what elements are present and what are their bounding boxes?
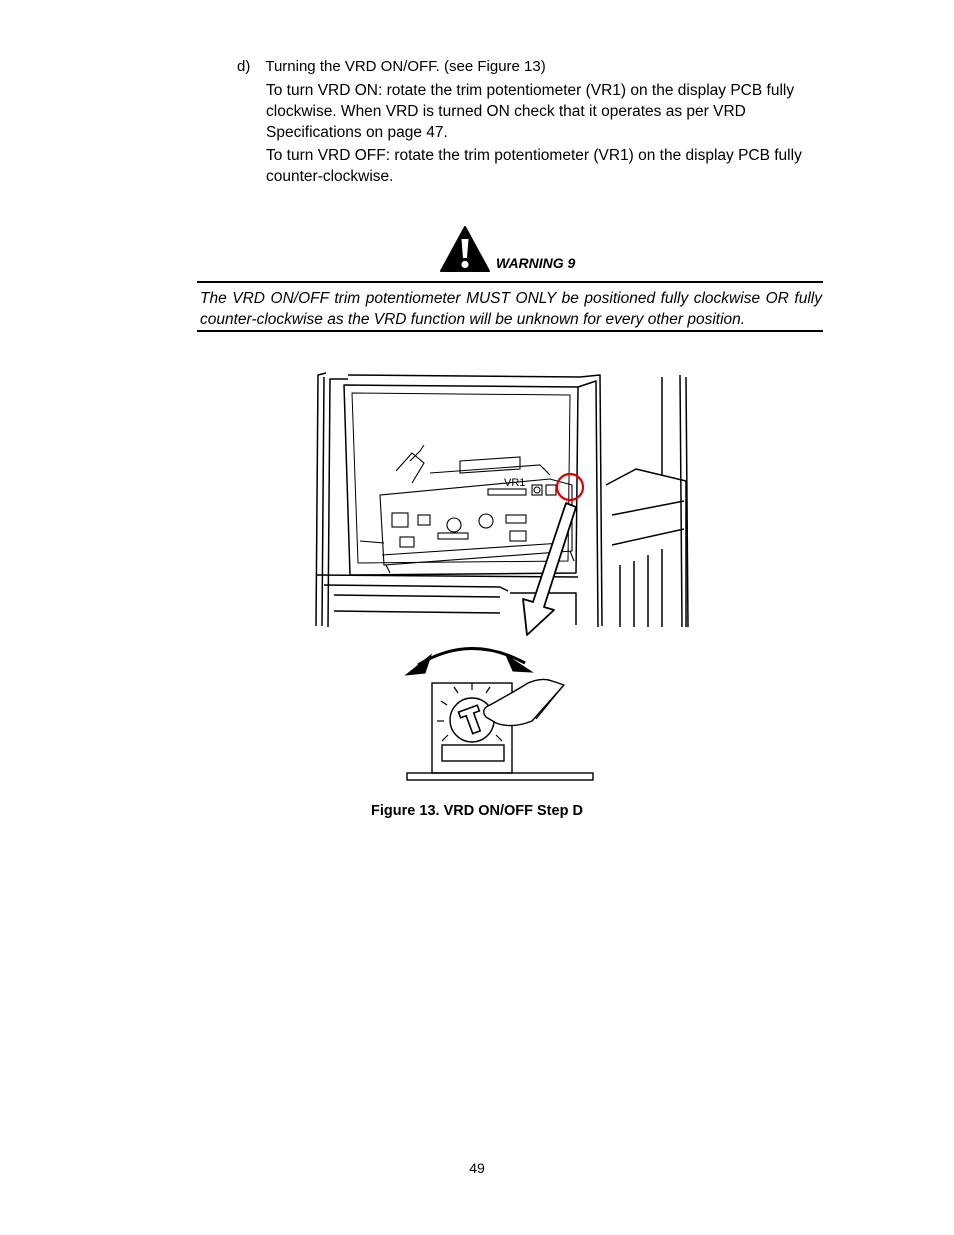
step-marker: d) <box>237 58 251 75</box>
trim-potentiometer-detail <box>407 683 593 780</box>
hand-icon <box>484 679 564 725</box>
turn-off-instruction: To turn VRD OFF: rotate the trim potentiometer (VR1) on the display PCB fully counter-clockwise. <box>266 147 802 185</box>
pointer-arrow <box>523 503 576 635</box>
step-heading <box>237 58 546 75</box>
vr1-highlight-circle <box>557 474 583 500</box>
vr1-component-label: VR1 <box>504 477 526 489</box>
page-number: 49 <box>469 1160 485 1176</box>
enclosure-drawing <box>316 373 688 627</box>
warning-text: The VRD ON/OFF trim potentiometer MUST ONLY be positioned fully clockwise OR fully counter-clockwise as the VRD function will be unknown for every other position. <box>200 290 822 328</box>
figure-13-illustration <box>300 365 700 785</box>
rotation-arrow <box>406 648 532 675</box>
display-pcb-drawing <box>360 445 574 573</box>
warning-rule-top <box>197 281 823 283</box>
warning-label: WARNING 9 <box>496 255 576 271</box>
warning-rule-bottom <box>197 330 823 332</box>
figure-caption: Figure 13. VRD ON/OFF Step D <box>371 803 583 819</box>
warning-heading <box>440 226 640 272</box>
step-title: Turning the VRD ON/OFF. (see Figure 13) <box>265 58 546 75</box>
warning-triangle-icon <box>440 226 490 272</box>
turn-on-instruction: To turn VRD ON: rotate the trim potentiometer (VR1) on the display PCB fully clockwise. When VRD is turned ON check that it operates as per VRD Specifications on page 47. <box>266 82 795 141</box>
